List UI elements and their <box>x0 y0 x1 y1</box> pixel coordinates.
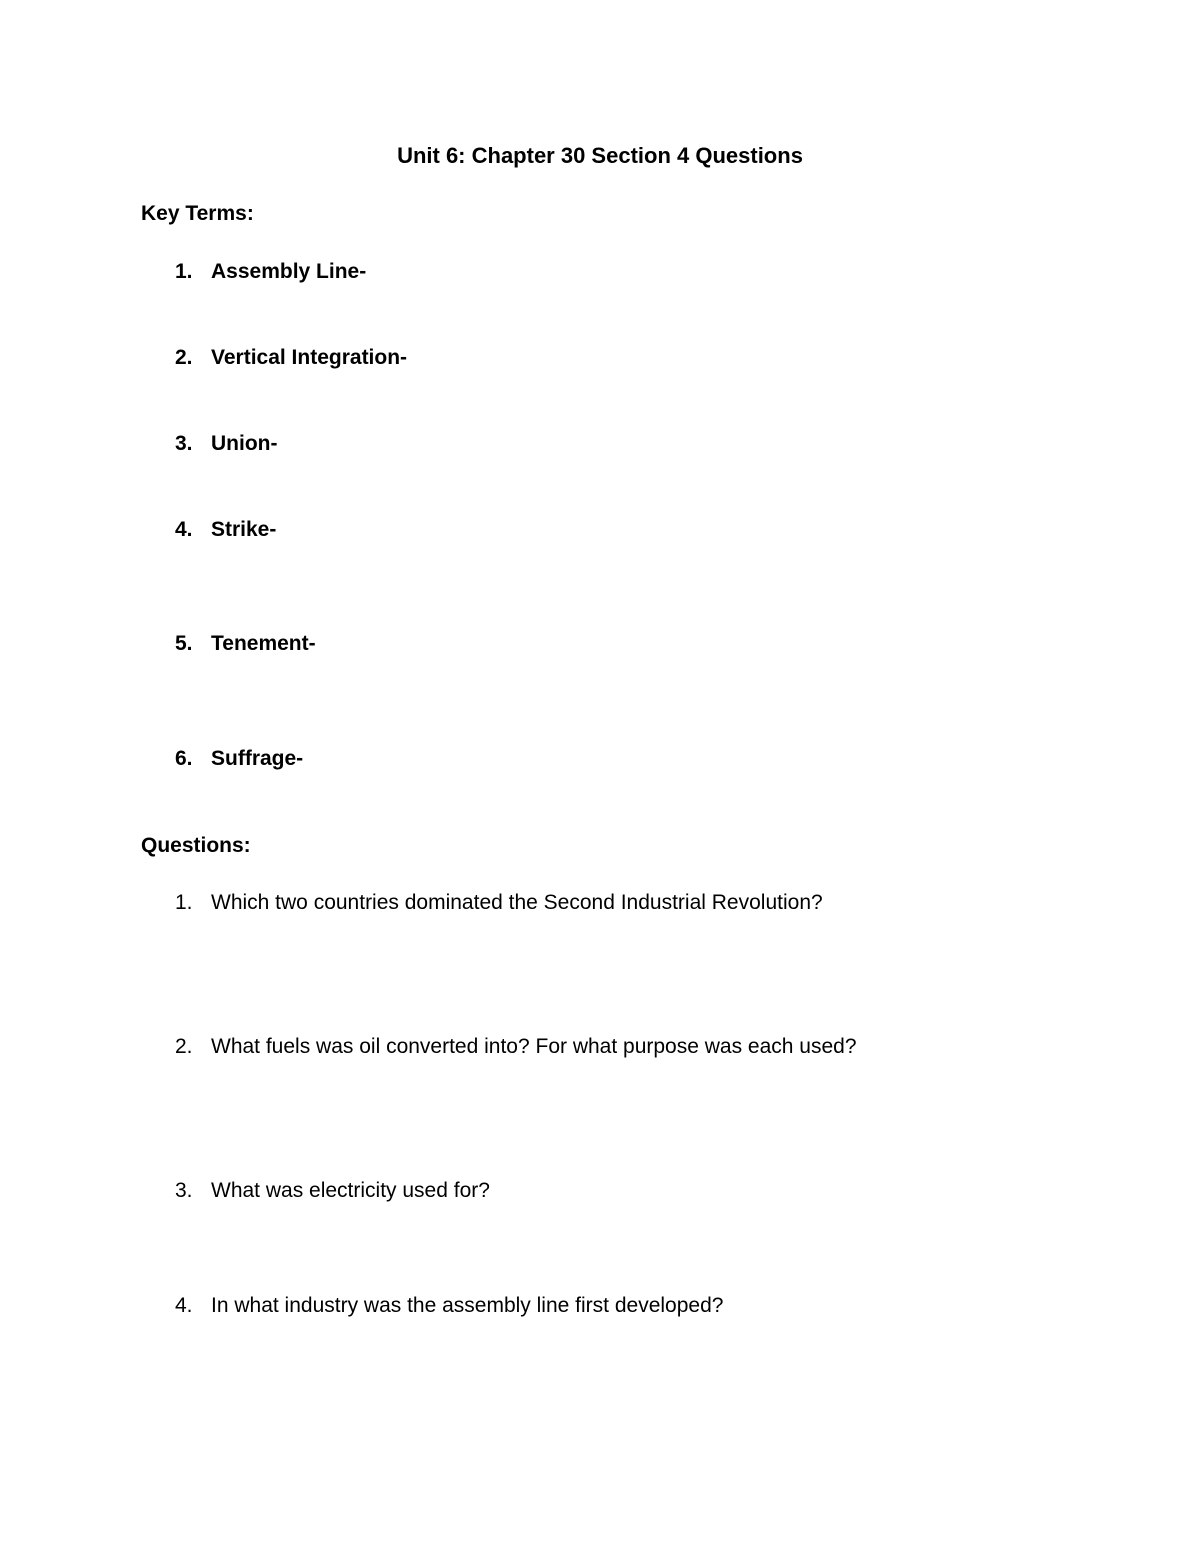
key-term-text: Vertical Integration- <box>211 346 408 369</box>
key-term-item <box>175 430 277 458</box>
question-text: In what industry was the assembly line first developed? <box>211 1294 724 1317</box>
key-term-number: 3. <box>175 432 193 455</box>
question-number: 1. <box>175 891 193 914</box>
question-number: 4. <box>175 1294 193 1317</box>
key-term-number: 2. <box>175 346 193 369</box>
key-term-text: Assembly Line- <box>211 260 367 283</box>
key-term-item <box>175 258 366 286</box>
questions-heading: Questions: <box>141 834 251 857</box>
key-term-text: Tenement- <box>211 632 316 655</box>
key-term-text: Strike- <box>211 518 277 541</box>
page-title: Unit 6: Chapter 30 Section 4 Questions <box>397 143 803 168</box>
question-text: Which two countries dominated the Second Industrial Revolution? <box>211 891 823 914</box>
key-term-number: 5. <box>175 632 193 655</box>
key-term-number: 6. <box>175 747 193 770</box>
question-text: What was electricity used for? <box>211 1179 490 1202</box>
question-item <box>175 1177 490 1205</box>
key-term-text: Union- <box>211 432 278 455</box>
key-term-item <box>175 630 316 658</box>
key-term-item <box>175 344 407 372</box>
question-number: 3. <box>175 1179 193 1202</box>
question-item <box>175 889 823 917</box>
key-term-number: 1. <box>175 260 193 283</box>
question-number: 2. <box>175 1035 193 1058</box>
key-term-text: Suffrage- <box>211 747 304 770</box>
key-term-item <box>175 516 276 544</box>
question-text: What fuels was oil converted into? For what purpose was each used? <box>211 1035 857 1058</box>
key-term-number: 4. <box>175 518 193 541</box>
key-terms-heading: Key Terms: <box>141 202 254 225</box>
question-item <box>175 1292 723 1320</box>
key-term-item <box>175 745 303 773</box>
question-item <box>175 1033 857 1061</box>
